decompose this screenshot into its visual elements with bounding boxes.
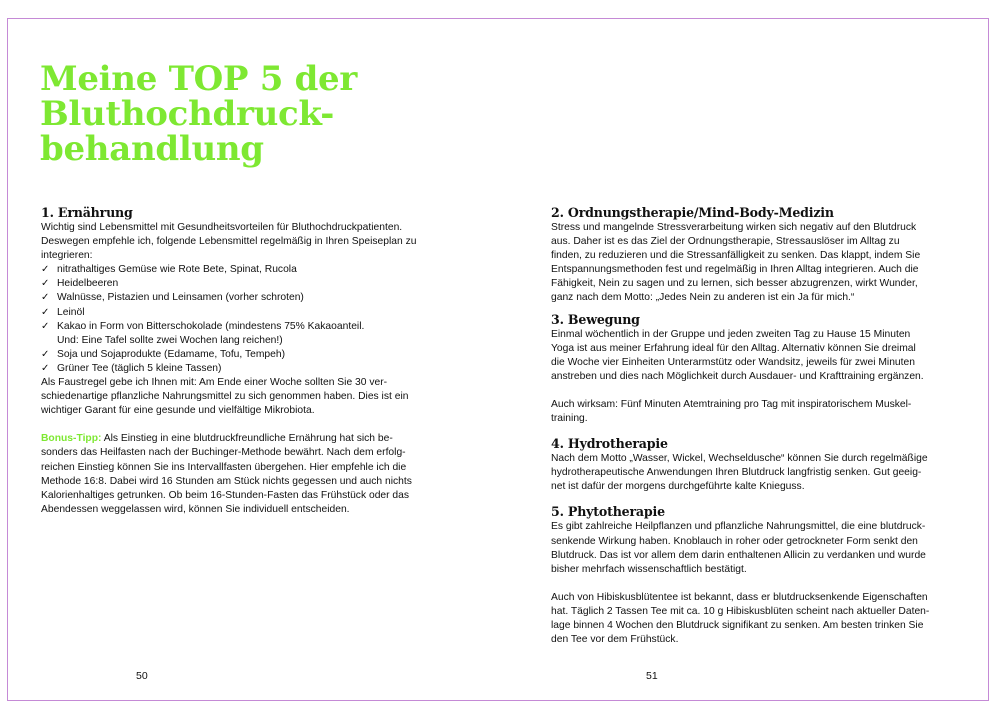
text-line: wichtiger Garant für eine gesunde und vielfältige Mikrobiota.: [41, 405, 315, 417]
list-item: [41, 320, 421, 334]
list-item-label: Grüner Tee (täglich 5 kleine Tassen): [57, 362, 222, 374]
text-line: aus. Daher ist es das Ziel der Ordnungstherapie, Stressauslöser im Alltag zu: [551, 236, 900, 248]
list-item-label: Leinöl: [57, 306, 85, 318]
text-line: reichen Einstieg können Sie ins Intervallfasten übergehen. Hier empfehle ich die: [41, 461, 407, 473]
text-line: integrieren:: [41, 250, 93, 262]
list-item-label: Kakao in Form von Bitterschokolade (mindestens 75% Kakaoanteil.: [57, 320, 365, 332]
text-line: Auch wirksam: Fünf Minuten Atemtraining pro Tag mit inspiratorischem Muskel-: [551, 398, 912, 410]
text-line: Wichtig sind Lebensmittel mit Gesundheitsvorteilen für Bluthochdruckpatienten.: [41, 222, 403, 233]
check-icon: ✓: [41, 292, 50, 304]
text-line: hat. Täglich 2 Tassen Tee mit ca. 10 g Hibiskusblüten scheint nach aktueller Daten-: [551, 605, 930, 617]
spacer: [551, 384, 931, 398]
list-item: [41, 263, 421, 277]
text-line: Abendessen weggelassen wird, können Sie individuell entscheiden.: [41, 503, 350, 515]
text-line: Methode 16:8. Dabei wird 16 Stunden am Stück nichts gegessen und auch nichts: [41, 475, 412, 487]
section-heading-phytotherapie: 5. Phytotherapie: [551, 504, 665, 520]
list-item: [41, 306, 421, 320]
text-line: Blutdruck. Das ist vor allem dem darin enthaltenen Allicin zu verdanken und wurde: [551, 549, 926, 561]
text-line: Deswegen empfehle ich, folgende Lebensmittel regelmäßig in Ihren Speiseplan zu: [41, 236, 417, 248]
check-icon: ✓: [41, 278, 50, 290]
spacer: [551, 494, 931, 504]
list-item: [41, 348, 421, 362]
text-line: lage binnen 4 Wochen den Blutdruck signifikant zu senken. Am besten trinken Sie: [551, 619, 924, 631]
text-line: training.: [551, 413, 588, 425]
text-line: Kalorienhaltiges getrunken. Ob beim 16-Stunden-Fasten das Frühstück oder das: [41, 489, 410, 501]
text-line: die Woche vier Einheiten Unterarmstütz oder Wandsitz, jeweils für zwei Minuten: [551, 356, 915, 368]
list-item-label: nitrathaltiges Gemüse wie Rote Bete, Spinat, Rucola: [57, 264, 297, 276]
text-line: Auch von Hibiskusblütentee ist bekannt, dass er blutdrucksenkende Eigenschaften: [551, 591, 928, 603]
check-icon: ✓: [41, 320, 50, 332]
text-line: Yoga ist aus meiner Erfahrung ideal für den Alltag. Alternativ können Sie dreimal: [551, 342, 916, 354]
text-line: finden, zu reduzieren und die Stressanfälligkeit zu senken. Das klappt, indem Sie: [551, 250, 921, 262]
text-line: anstreben und dies nach Möglichkeit durch Ausdauer- und Krafttraining ergänzen.: [551, 370, 924, 382]
list-item-label: Walnüsse, Pistazien und Leinsamen (vorher schroten): [57, 292, 304, 304]
section-heading-ordnungstherapie: 2. Ordnungstherapie/Mind-Body-Medizin: [551, 205, 834, 220]
spacer: [551, 426, 931, 436]
text-line: bisher mehrfach wissenschaftlich bestätigt.: [551, 563, 747, 575]
text-line: Als Faustregel gebe ich Ihnen mit: Am Ende einer Woche sollten Sie 30 ver-: [41, 377, 388, 389]
spacer: [551, 577, 931, 591]
title-line: Meine TOP 5 der: [40, 59, 358, 99]
spacer: [41, 418, 421, 432]
page-number-right: 51: [646, 670, 658, 682]
section-heading-ernaehrung: 1. Ernährung: [41, 205, 133, 220]
list-item-label: Soja und Sojaprodukte (Edamame, Tofu, Tempeh): [57, 348, 286, 360]
text-line: Entspannungsmethoden fest und regelmäßig in Ihren Alltag integrieren. Auch die: [551, 264, 919, 276]
text-line: Nach dem Motto „Wasser, Wickel, Wechseldusche“ können Sie durch regelmäßige: [551, 453, 928, 465]
text-line: Es gibt zahlreiche Heilpflanzen und pflanzliche Nahrungsmittel, die eine blutdruck-: [551, 521, 926, 533]
bonus-tip-text: Als Einstieg in eine blutdruckfreundliche Ernährung hat sich be-: [101, 433, 393, 445]
check-icon: ✓: [41, 348, 50, 360]
list-item: [41, 291, 421, 305]
left-column: [41, 205, 421, 517]
text-line: hydrotherapeutische Anwendungen Ihren Blutdruck langfristig senken. Gut geeig-: [551, 467, 922, 479]
check-icon: ✓: [41, 306, 50, 318]
title-line: behandlung: [40, 129, 264, 169]
bonus-tip-label: Bonus-Tipp:: [41, 433, 102, 445]
food-checklist-continued: [41, 348, 421, 376]
check-icon: ✓: [41, 362, 50, 374]
page-number-left: 50: [136, 670, 148, 682]
text-line: schiedenartige pflanzliche Nahrungsmittel zu sich genommen haben. Dies ist ein: [41, 391, 409, 403]
text-line: net ist dafür der morgens durchgeführte kalte Knieguss.: [551, 481, 805, 493]
food-checklist: [41, 263, 421, 333]
text-line: den Tee vor dem Frühstück.: [551, 634, 679, 646]
text-line: Fähigkeit, Nein zu sagen und zu lernen, sich besser abzugrenzen, wirkt Wunder,: [551, 278, 918, 290]
bonus-tip-paragraph: [41, 432, 421, 446]
right-column: [551, 205, 931, 647]
list-item-continuation: Und: Eine Tafel sollte zwei Wochen lang reichen!): [57, 334, 283, 346]
text-line: Einmal wöchentlich in der Gruppe und jeden zweiten Tag zu Hause 15 Minuten: [551, 328, 911, 340]
list-item: [41, 277, 421, 291]
section-heading-hydrotherapie: 4. Hydrotherapie: [551, 436, 668, 452]
section-heading-bewegung: 3. Bewegung: [551, 311, 640, 327]
list-item: [41, 362, 421, 376]
list-item-label: Heidelbeeren: [57, 278, 119, 290]
text-line: ganz nach dem Motto: „Jedes Nein zu anderen ist ein Ja für mich.“: [551, 292, 855, 304]
page-title: [40, 59, 358, 169]
title-line: Bluthochdruck-: [40, 94, 335, 134]
text-line: sonders das Heilfasten nach der Buchinger-Methode bewährt. Nach dem erfolg-: [41, 447, 406, 459]
text-line: Stress und mangelnde Stressverarbeitung wirken sich negativ auf den Blutdruck: [551, 222, 917, 233]
check-icon: ✓: [41, 264, 50, 276]
text-line: senkende Wirkung haben. Knoblauch in roher oder getrockneter Form senkt den: [551, 535, 918, 547]
